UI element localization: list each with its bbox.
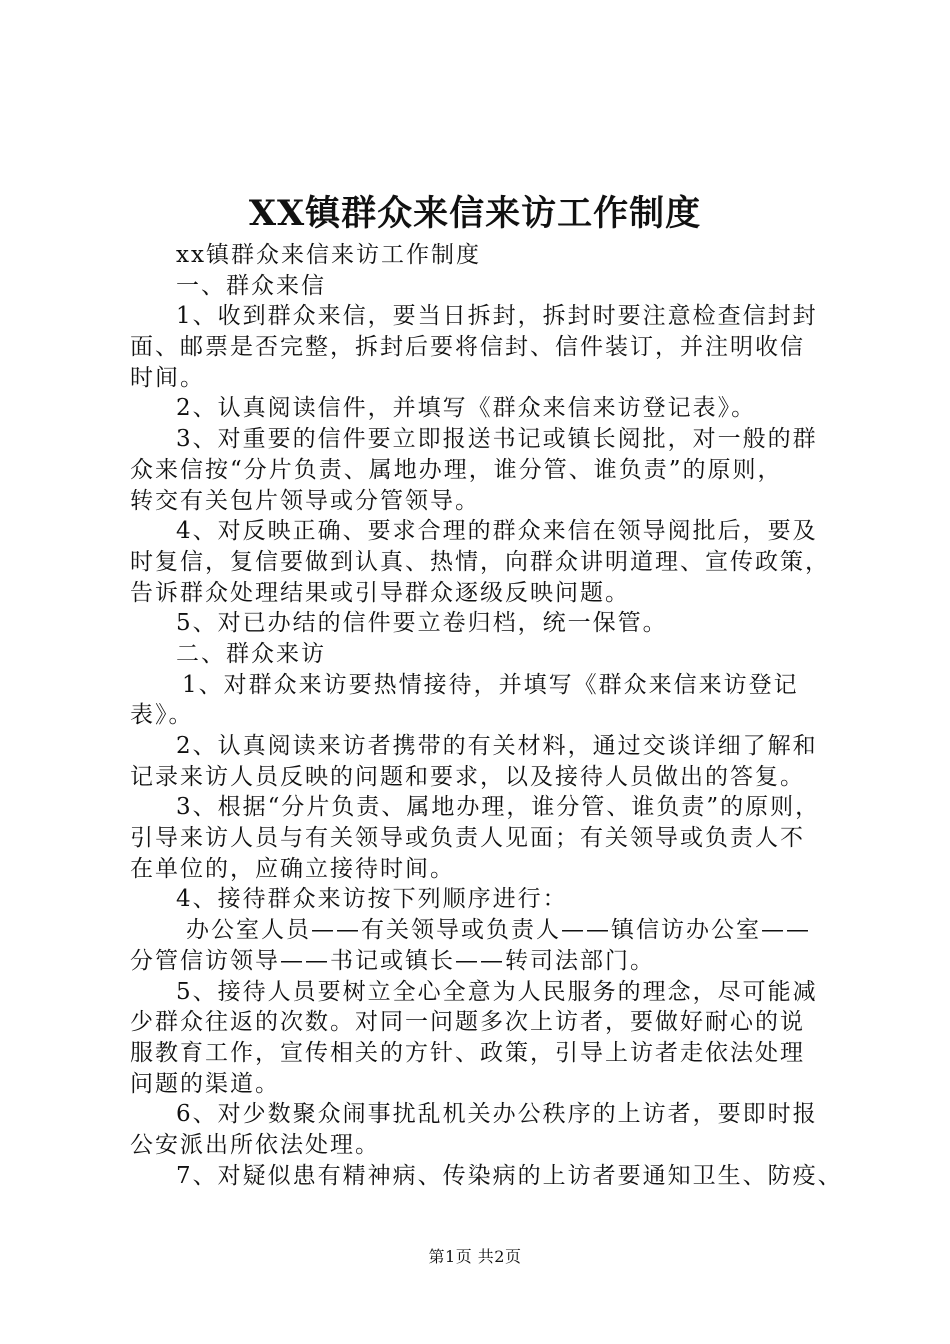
paragraph-line: 时间。 — [130, 364, 205, 391]
paragraph-line: 公安派出所依法处理。 — [130, 1131, 380, 1158]
paragraph-line: 表》。 — [130, 702, 194, 729]
paragraph-line: 6、对少数聚众闹事扰乱机关办公秩序的上访者，要即时报 — [176, 1101, 818, 1128]
paragraph-line: 3、根据“分片负责、属地办理，谁分管、谁负责”的原则， — [176, 794, 821, 821]
document-body — [130, 240, 843, 1191]
paragraph-line: 4、对反映正确、要求合理的群众来信在领导阅批后，要及 — [176, 518, 818, 545]
paragraph-line: 面、邮票是否完整，拆封后要将信封、信件装订，并注明收信 — [130, 334, 805, 361]
paragraph-line: 2、认真阅读来访者携带的有关材料，通过交谈详细了解和 — [176, 733, 818, 759]
paragraph-line: 时复信，复信要做到认真、热情，向群众讲明道理、宣传政策， — [130, 548, 830, 575]
section-heading-visits: 二、群众来访 — [176, 640, 326, 667]
paragraph-line: 服教育工作，宣传相关的方针、政策，引导上访者走依法处理 — [130, 1039, 805, 1066]
paragraph-line: 转交有关包片领导或分管领导。 — [130, 487, 480, 514]
paragraph-line: 少群众往返的次数。对同一问题多次上访者，要做好耐心的说 — [130, 1009, 805, 1036]
paragraph-line: 记录来访人员反映的问题和要求，以及接待人员做出的答复。 — [130, 763, 805, 790]
document-title: XX镇群众来信来访工作制度 — [248, 193, 702, 234]
paragraph-line: 问题的渠道。 — [130, 1070, 280, 1097]
paragraph-line: 引导来访人员与有关领导或负责人见面；有关领导或负责人不 — [130, 825, 805, 852]
paragraph-line: 5、对已办结的信件要立卷归档，统一保管。 — [176, 610, 668, 637]
paragraph-line: 2、认真阅读信件，并填写《群众来信来访登记表》。 — [176, 395, 757, 422]
paragraph-line: 分管信访领导——书记或镇长——转司法部门。 — [130, 947, 655, 974]
section-heading-letters: 一、群众来信 — [176, 272, 326, 299]
paragraph-line: 3、对重要的信件要立即报送书记或镇长阅批，对一般的群 — [176, 426, 818, 453]
paragraph-line: 1、收到群众来信，要当日拆封，拆封时要注意检查信封封 — [176, 303, 818, 330]
paragraph-line: 1、对群众来访要热情接待，并填写《群众来信来访登记 — [182, 671, 799, 698]
paragraph-line: 告诉群众处理结果或引导群众逐级反映问题。 — [130, 579, 630, 606]
paragraph-line: 4、接待群众来访按下列顺序进行： — [176, 886, 568, 913]
paragraph-line: 办公室人员——有关领导或负责人——镇信访办公室—— — [186, 917, 811, 944]
paragraph-line: 在单位的，应确立接待时间。 — [130, 855, 455, 882]
paragraph-line: 5、接待人员要树立全心全意为人民服务的理念，尽可能减 — [176, 978, 818, 1005]
subtitle-line: xx镇群众来信来访工作制度 — [176, 242, 481, 268]
paragraph-line: 众来信按“分片负责、属地办理，谁分管、谁负责”的原则， — [130, 456, 783, 483]
page-footer: 第1页 共2页 — [428, 1247, 522, 1266]
paragraph-line: 7、对疑似患有精神病、传染病的上访者要通知卫生、防疫、 — [176, 1162, 843, 1189]
